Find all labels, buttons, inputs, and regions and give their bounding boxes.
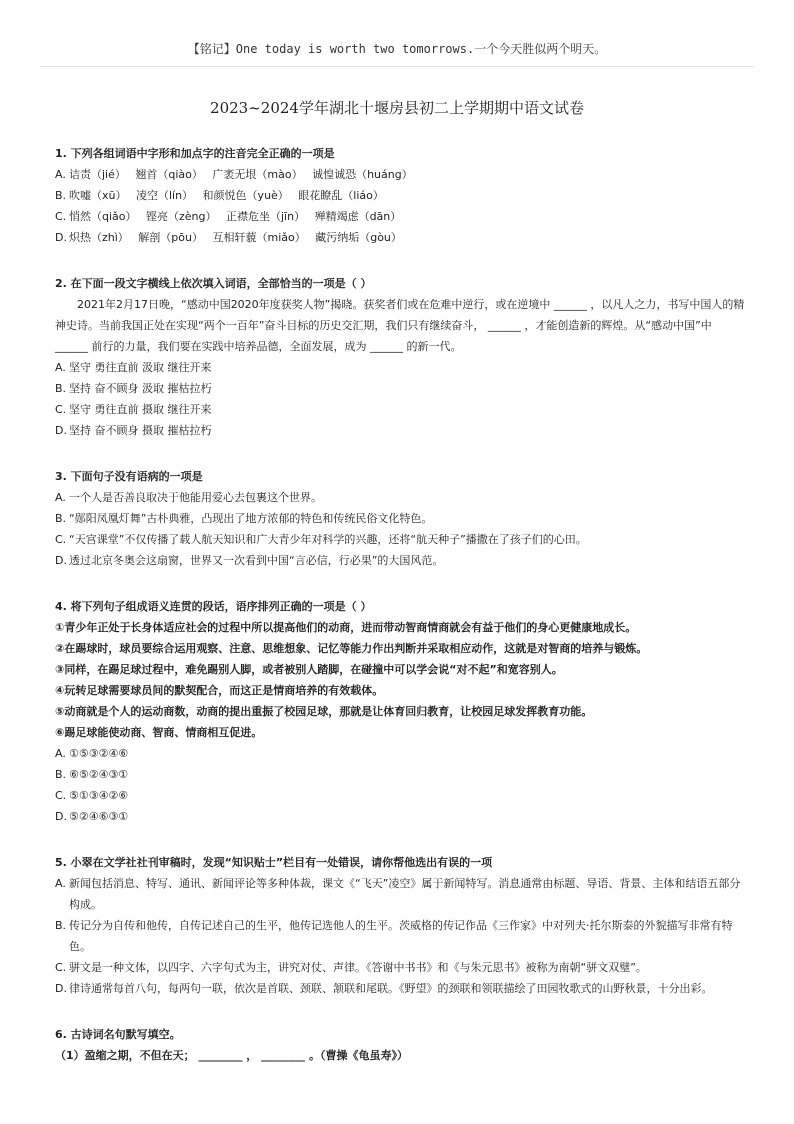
option-text: 坚守 勇往直前 汲取 继往开来 xyxy=(69,361,212,374)
question-3 xyxy=(55,466,745,571)
option-label: D. xyxy=(55,231,67,244)
question-4-sentence: ②在踢球时，球员要综合运用观察、注意、思维想象、记忆等能力作出判断并采取相应动作，这就是对智商的培养与锻炼。 xyxy=(55,642,648,655)
option-label: C. xyxy=(55,961,67,974)
option-label: A. xyxy=(55,168,66,181)
option-text: 透过北京冬奥会这扇窗，世界又一次看到中国“言必信，行必果”的大国风范。 xyxy=(69,554,444,567)
question-3-heading: 3. 下面句子没有语病的一项是 xyxy=(55,470,203,483)
question-4-option-c xyxy=(55,785,745,806)
question-2-option-c xyxy=(55,399,745,420)
option-label: D. xyxy=(55,424,67,437)
question-6-heading: 6. 古诗词名句默写填空。 xyxy=(55,1028,181,1041)
option-label: A. xyxy=(55,491,66,504)
question-2-passage: 2021年2月17日晚，“感动中国2020年度获奖人物”揭晓。获奖者们或在危难中逆行，或在逆境中 ______ ，以凡人之力，书写中国人的精神史诗。当前我国正处在实现“两个一百年”奋斗目标的历史交汇期，我们只有继续奋斗， ______ ，才能创造新的辉煌。从“感动中国”中 ______ 前行的力量，我们要在实践中培养品德，全面发展，成为 ______ 的新一代。 xyxy=(55,298,745,353)
option-label: C. xyxy=(55,789,67,802)
question-4-heading: 4. 将下列句子组成语义连贯的段话，语序排列正确的一项是（ ） xyxy=(55,600,372,613)
option-text: “郧阳凤凰灯舞”古朴典雅，凸现出了地方浓郁的特色和传统民俗文化特色。 xyxy=(69,512,433,525)
question-2-option-d xyxy=(55,420,745,441)
question-1-option-a xyxy=(55,164,745,185)
option-label: C. xyxy=(55,403,67,416)
option-label: C. xyxy=(55,210,67,223)
question-1-option-c xyxy=(55,206,745,227)
question-3-option-b xyxy=(55,508,745,529)
question-1-option-d xyxy=(55,227,745,248)
question-3-option-a xyxy=(55,487,745,508)
option-label: D. xyxy=(55,810,67,823)
page-title: 2023~2024学年湖北十堰房县初二上学期期中语文试卷 xyxy=(210,99,584,117)
option-text: 新闻包括消息、特写、通讯、新闻评论等多种体裁，课文《“飞天”凌空》属于新闻特写。消息通常由标题、导语、背景、主体和结语五部分构成。 xyxy=(69,877,741,911)
option-label: A. xyxy=(55,361,66,374)
question-2-option-a xyxy=(55,357,745,378)
question-5-option-b xyxy=(55,915,745,957)
option-text: 骈文是一种文体，以四字、六字句式为主，讲究对仗、声律。《答谢中书书》和《与朱元思书》被称为南朝“骈文双璧”。 xyxy=(69,961,647,974)
question-3-option-d xyxy=(55,550,745,571)
question-5-heading: 5. 小翠在文学社社刊审稿时，发现“知识贴士”栏目有一处错误，请你帮他选出有误的一项 xyxy=(55,856,493,869)
question-4-sentence: ⑤动商就是个人的运动商数，动商的提出重振了校园足球，那就是让体育回归教育，让校园足球发挥教育功能。 xyxy=(55,705,593,718)
option-text: 诘责（jié） 翘首（qiào） 广袤无垠（mào） 诚惶诚恐（huáng） xyxy=(69,168,413,181)
question-1-heading: 1. 下列各组词语中字形和加点字的注音完全正确的一项是 xyxy=(55,147,335,160)
question-4-sentence: ④玩转足球需要球员间的默契配合，而这正是情商培养的有效载体。 xyxy=(55,684,384,697)
option-label: B. xyxy=(55,768,67,781)
question-3-option-c xyxy=(55,529,745,550)
question-1-option-b xyxy=(55,185,745,206)
question-5-option-a xyxy=(55,873,745,915)
question-5 xyxy=(55,852,745,999)
option-label: B. xyxy=(55,189,67,202)
option-text: ①⑤③②④⑥ xyxy=(69,747,129,760)
option-text: 一个人是否善良取决于他能用爱心去包裹这个世界。 xyxy=(69,491,322,504)
option-text: 律诗通常每首八句，每两句一联，依次是首联、颈联、颔联和尾联。《野望》的颈联和领联描绘了田园牧歌式的山野秋景，十分出彩。 xyxy=(69,982,713,995)
option-text: 坚持 奋不顾身 摄取 摧枯拉朽 xyxy=(69,424,212,437)
option-text: 炽热（zhì） 解剖（pōu） 互相轩藐（miǎo） 藏污纳垢（gòu） xyxy=(69,231,402,244)
option-label: B. xyxy=(55,512,67,525)
question-4-option-b xyxy=(55,764,745,785)
question-1 xyxy=(55,143,745,248)
question-2-heading: 2. 在下面一段文字横线上依次填入词语，全部恰当的一项是（ ） xyxy=(55,277,372,290)
question-2-option-b xyxy=(55,378,745,399)
option-label: B. xyxy=(55,919,67,932)
option-text: ⑤①③④②⑥ xyxy=(69,789,129,802)
option-text: 传记分为自传和他传，自传记述自己的生平，他传记选他人的生平。茨威格的传记作品《三作家》中对列夫·托尔斯泰的外貌描写非常有特色。 xyxy=(69,919,733,953)
option-text: 悄然（qiǎo） 铿亮（zèng） 正襟危坐（jīn） 殚精竭虑（dān） xyxy=(69,210,402,223)
question-4-option-a xyxy=(55,743,745,764)
header-motto: 【铭记】One today is worth two tomorrows.一个今天胜似两个明天。 xyxy=(187,42,607,56)
exam-content xyxy=(55,143,745,1091)
option-label: D. xyxy=(55,554,67,567)
option-text: ⑥⑤②④③① xyxy=(69,768,129,781)
option-text: 坚守 勇往直前 摄取 继往开来 xyxy=(69,403,212,416)
question-4-sentence: ⑥踢足球能使动商、智商、情商相互促进。 xyxy=(55,726,263,739)
option-label: A. xyxy=(55,877,66,890)
option-text: 吹嘘（xū） 凌空（lín） 和颜悦色（yuè） 眼花瞭乱（liáo） xyxy=(69,189,384,202)
question-4-option-d xyxy=(55,806,745,827)
question-4 xyxy=(55,596,745,827)
question-6 xyxy=(55,1024,745,1066)
option-label: A. xyxy=(55,747,66,760)
question-6-item-1: （1）盈缩之期，不但在天； ________ ， ________ 。（曹操《龟虽寿》） xyxy=(55,1049,408,1062)
header-divider xyxy=(40,66,754,67)
option-label: D. xyxy=(55,982,67,995)
option-label: B. xyxy=(55,382,67,395)
option-text: ⑤②④⑥③① xyxy=(69,810,129,823)
question-4-sentence: ①青少年正处于长身体适应社会的过程中所以提高他们的动商，进而带动智商情商就会有益于他们的身心更健康地成长。 xyxy=(55,621,637,634)
question-2 xyxy=(55,273,745,441)
option-label: C. xyxy=(55,533,67,546)
option-text: 坚持 奋不顾身 汲取 摧枯拉朽 xyxy=(69,382,212,395)
option-text: “天宫课堂”不仅传播了载人航天知识和广大青少年对科学的兴趣，还将“航天种子”播撒在了孩子们的心田。 xyxy=(69,533,587,546)
question-4-sentence: ③同样，在踢足球过程中，难免踢别人脚，或者被别人踏脚，在碰撞中可以学会说“对不起”和宽容别人。 xyxy=(55,663,563,676)
question-5-option-d xyxy=(55,978,745,999)
question-5-option-c xyxy=(55,957,745,978)
